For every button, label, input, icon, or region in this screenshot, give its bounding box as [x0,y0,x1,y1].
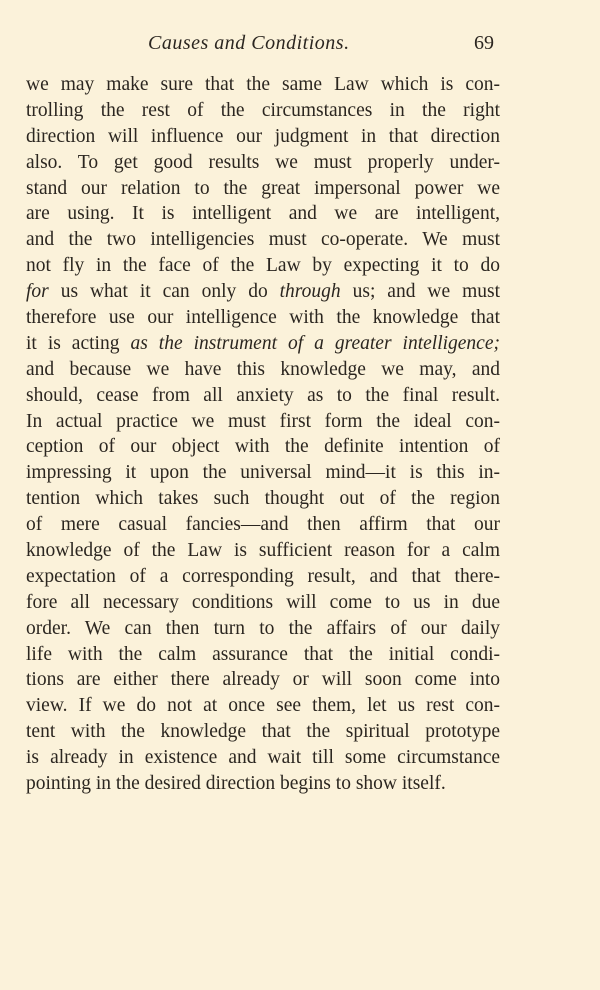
text-line [26,538,500,564]
text-line [26,72,500,98]
text-line [26,486,500,512]
page-number: 69 [474,32,494,54]
text-segment: knowledge of the Law is sufficient reason for a calm [26,540,500,562]
text-segment: fore all necessary conditions will come to us in due [26,591,500,613]
text-line [26,590,500,616]
text-segment: In actual practice we must first form the ideal con- [26,410,500,432]
text-line [26,357,500,383]
text-line [26,124,500,150]
text-segment: expectation of a corresponding result, and that there- [26,565,500,587]
text-segment: we may make sure that the same Law which is con- [26,74,500,95]
text-segment: us; and we must [340,281,500,303]
text-line [26,693,500,719]
text-line [26,667,500,693]
text-segment: not fly in the face of the Law by expecting it to do [26,255,500,277]
text-segment: of mere casual fancies—and then affirm that our [26,514,500,536]
text-line [26,564,500,590]
text-segment: and the two intelligencies must co-operate. We must [26,229,500,251]
text-segment: order. We can then turn to the affairs of our daily [26,617,500,639]
italic-text: as the instrument of a greater intelligence; [130,332,500,354]
text-segment: also. To get good results we must properly under- [26,151,500,173]
text-segment: and because we have this knowledge we may, and [26,358,500,380]
chapter-title: Causes and Conditions. [148,32,350,54]
text-line [26,745,500,771]
text-line [26,253,500,279]
text-segment: tions are either there already or will soon come into [26,669,500,691]
text-segment: pointing in the desired direction begins to show itself. [26,773,446,795]
text-segment: tent with the knowledge that the spiritual prototype [26,721,500,743]
text-segment: life with the calm assurance that the initial condi- [26,643,500,665]
text-segment: it is acting [26,332,131,354]
text-segment: impressing it upon the universal mind—it is this in- [26,462,500,484]
text-segment: ception of our object with the definite intention of [26,436,500,458]
text-line [26,512,500,538]
text-line [26,279,500,305]
text-line [26,771,500,797]
text-segment: are using. It is intelligent and we are intelligent, [26,203,500,225]
text-line [26,305,500,331]
text-segment: trolling the rest of the circumstances in the right [26,99,500,121]
text-line [26,642,500,668]
text-line [26,409,500,435]
text-segment: therefore use our intelligence with the knowledge that [26,307,500,329]
text-segment: us what it can only do [48,281,280,303]
text-line [26,150,500,176]
italic-text: through [279,281,341,303]
italic-text: for [26,281,49,303]
text-line [26,227,500,253]
text-segment: tention which takes such thought out of the region [26,488,500,510]
text-line [26,434,500,460]
text-line [26,719,500,745]
text-segment: stand our relation to the great impersonal power we [26,177,500,199]
text-line [26,460,500,486]
text-segment: view. If we do not at once see them, let us rest con- [26,695,500,717]
body-text [26,72,500,797]
text-segment: should, cease from all anxiety as to the final result. [26,384,500,406]
text-line [26,331,500,357]
text-line [26,616,500,642]
text-line [26,201,500,227]
text-line [26,98,500,124]
text-segment: is already in existence and wait till some circumstance [26,747,500,769]
text-line [26,176,500,202]
text-line [26,383,500,409]
text-segment: direction will influence our judgment in that direction [26,125,500,147]
